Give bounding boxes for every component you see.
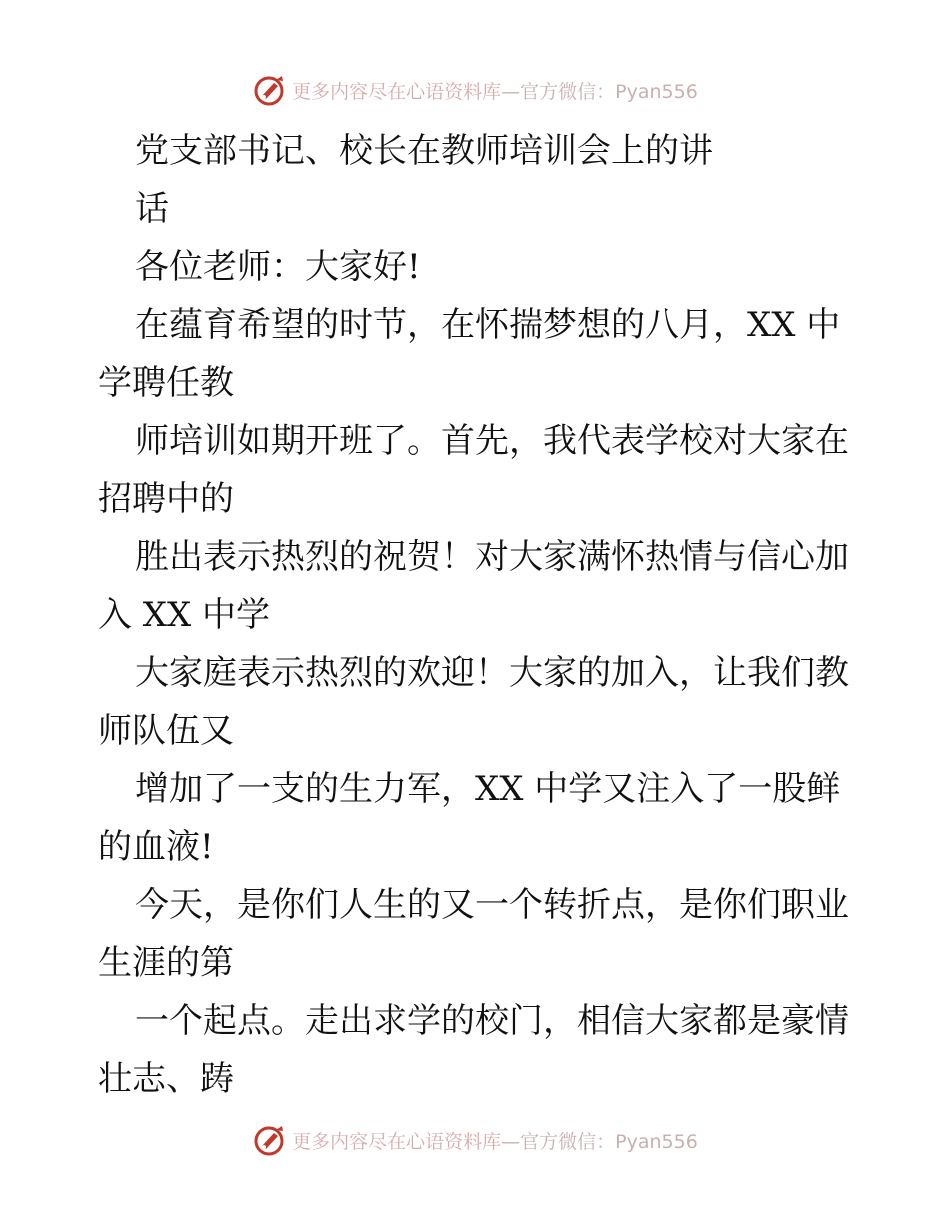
text-line: 入 XX 中学 (98, 595, 271, 635)
text-line: 在蕴育希望的时节，在怀揣梦想的八月，XX 中 (135, 305, 841, 345)
pen-logo-icon (252, 72, 288, 108)
text-line: 的血液! (98, 827, 214, 867)
banner-text: 更多内容尽在心语资料库 (292, 1130, 502, 1153)
text-line: 学聘任教 (98, 363, 234, 403)
text-line: 招聘中的 (98, 479, 234, 519)
header-banner (0, 70, 950, 110)
text-line: 话 (135, 189, 169, 229)
footer-banner (0, 1120, 950, 1160)
text-line: 师培训如期开班了。首先，我代表学校对大家在 (135, 421, 849, 461)
banner-wechat: —官方微信：Pyan556 (501, 1130, 698, 1153)
pen-logo-icon (252, 1122, 288, 1158)
banner-wechat: —官方微信：Pyan556 (501, 80, 698, 103)
text-line: 大家庭表示热烈的欢迎！大家的加入，让我们教 (135, 653, 849, 693)
text-line: 胜出表示热烈的祝贺！对大家满怀热情与信心加 (135, 537, 849, 577)
text-line: 增加了一支的生力军，XX 中学又注入了一股鲜 (135, 769, 841, 809)
document-body (0, 122, 950, 1108)
text-line: 生涯的第 (98, 943, 234, 983)
text-line: 各位老师：大家好! (135, 247, 421, 287)
text-line: 师队伍又 (98, 711, 234, 751)
text-line: 壮志、踌 (98, 1059, 234, 1099)
text-line: 党支部书记、校长在教师培训会上的讲 (135, 131, 713, 171)
text-line: 今天，是你们人生的又一个转折点，是你们职业 (135, 885, 849, 925)
banner-text: 更多内容尽在心语资料库 (292, 80, 502, 103)
text-line: 一个起点。走出求学的校门，相信大家都是豪情 (135, 1001, 849, 1041)
